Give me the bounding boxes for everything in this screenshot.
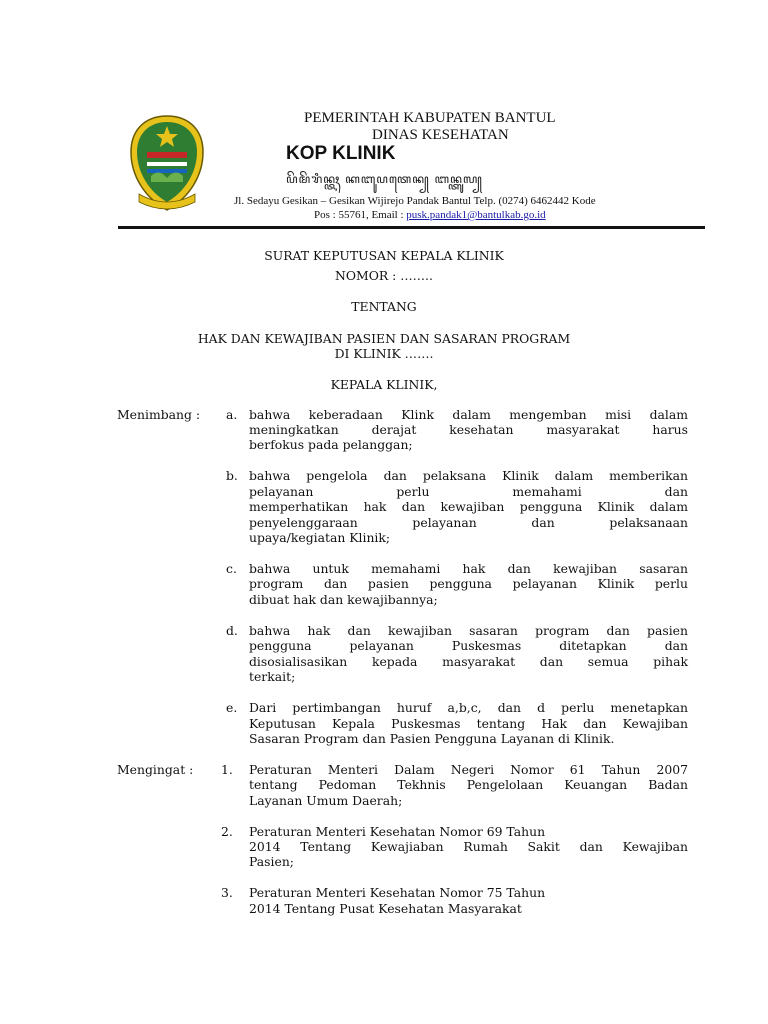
mengingat-1-line: Peraturan Menteri Dalam Negeri Nomor 61 Tahun 2007: [249, 762, 688, 777]
regency-logo: [127, 112, 207, 214]
header-divider: [118, 226, 705, 229]
mengingat-2-line: Pasien;: [249, 854, 294, 869]
menimbang-d-line: bahwa hak dan kewajiban sasaran program dan pasien: [249, 623, 688, 638]
header-postal: Pos : 55761, Email :: [314, 209, 407, 221]
mengingat-3-line: Peraturan Menteri Kesehatan Nomor 75 Tahun: [249, 885, 546, 900]
document-number: NOMOR : ……..: [335, 268, 433, 283]
menimbang-letter: b.: [226, 468, 238, 483]
menimbang-a-line: bahwa keberadaan Klink dalam mengemban misi dalam: [249, 407, 688, 422]
mengingat-2-line: 2014 Tentang Kewajiaban Rumah Sakit dan Kewajiban: [249, 839, 688, 854]
menimbang-d-line: disosialisasikan kepada masyarakat dan semua pihak: [249, 654, 688, 669]
subject-line2: DI KLINIK …….: [334, 346, 434, 361]
mengingat-number: 3.: [221, 885, 233, 900]
menimbang-c-line: program dan pasien pengguna pelayanan Klinik perlu: [249, 576, 688, 591]
menimbang-letter: a.: [226, 407, 238, 422]
menimbang-label: Menimbang :: [117, 407, 201, 422]
menimbang-b-line: penyelenggaraan pelayanan dan pelaksanaan: [249, 515, 688, 530]
mengingat-1-line: Layanan Umum Daerah;: [249, 793, 403, 808]
menimbang-b-line: bahwa pengelola dan pelaksana Klinik dalam memberikan: [249, 468, 688, 483]
mengingat-number: 2.: [221, 824, 233, 839]
menimbang-b-line: upaya/kegiatan Klinik;: [249, 530, 391, 545]
header-government: PEMERINTAH KABUPATEN BANTUL: [304, 110, 556, 126]
header-javanese-script: ꦥꦼꦩꦼꦫꦶꦤ꧀ꦠꦃ ꦏꦧꦸꦥꦠꦺꦤ꧀ ꦧꦤ꧀ꦠꦸꦭ꧀: [286, 172, 483, 186]
header-address: Jl. Sedayu Gesikan – Gesikan Wijirejo Pandak Bantul Telp. (0274) 6462442 Kode: [234, 195, 596, 207]
menimbang-c-line: dibuat hak dan kewajibannya;: [249, 592, 438, 607]
document-title: SURAT KEPUTUSAN KEPALA KLINIK: [264, 248, 504, 263]
subject-line1: HAK DAN KEWAJIBAN PASIEN DAN SASARAN PROGRAM: [197, 331, 571, 346]
mengingat-1-line: tentang Pedoman Tekhnis Pengelolaan Keuangan Badan: [249, 777, 688, 792]
about-heading: TENTANG: [351, 299, 417, 314]
menimbang-letter: e.: [226, 700, 238, 715]
menimbang-b-line: pelayanan perlu memahami dan: [249, 484, 688, 499]
menimbang-d-line: terkait;: [249, 669, 296, 684]
menimbang-e-line: Sasaran Program dan Pasien Pengguna Layanan di Klinik.: [249, 731, 615, 746]
menimbang-letter: c.: [226, 561, 237, 576]
decider-heading: KEPALA KLINIK,: [330, 377, 438, 392]
menimbang-e-line: Dari pertimbangan huruf a,b,c, dan d perlu menetapkan: [249, 700, 688, 715]
header-clinic-name: KOP KLINIK: [286, 143, 396, 164]
mengingat-3-line: 2014 Tentang Pusat Kesehatan Masyarakat: [249, 901, 522, 916]
header-department: DINAS KESEHATAN: [372, 127, 509, 143]
mengingat-number: 1.: [221, 762, 233, 777]
email-link[interactable]: pusk.pandak1@bantulkab.go.id: [406, 209, 546, 221]
menimbang-d-line: pengguna pelayanan Puskesmas ditetapkan dan: [249, 638, 688, 653]
menimbang-a-line: meningkatkan derajat kesehatan masyarakat harus: [249, 422, 688, 437]
menimbang-c-line: bahwa untuk memahami hak dan kewajiban sasaran: [249, 561, 688, 576]
mengingat-2-line: Peraturan Menteri Kesehatan Nomor 69 Tahun: [249, 824, 546, 839]
mengingat-label: Mengingat :: [117, 762, 194, 777]
menimbang-letter: d.: [226, 623, 238, 638]
menimbang-b-line: memperhatikan hak dan kewajiban pengguna Klinik dalam: [249, 499, 688, 514]
menimbang-e-line: Keputusan Kepala Puskesmas tentang Hak dan Kewajiban: [249, 716, 688, 731]
menimbang-a-line: berfokus pada pelanggan;: [249, 437, 413, 452]
header-contact: [314, 209, 546, 221]
